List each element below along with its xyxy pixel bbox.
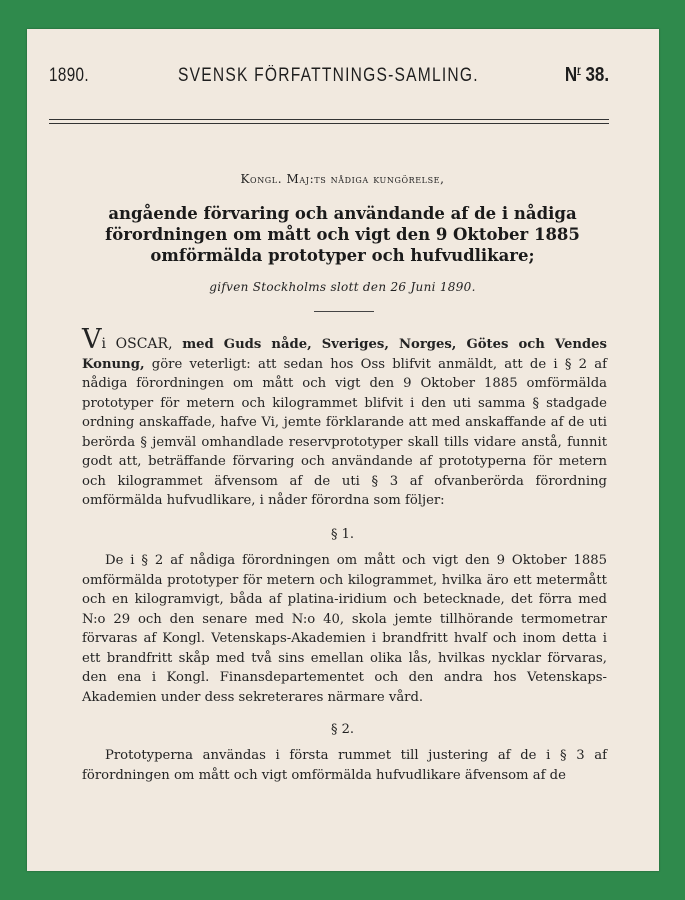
section-1-text: De i § 2 af nådiga förordningen om mått och vigt den 9 Oktober 1885 omförmälda prototyper för metern och kilogrammet, hvilka äro ett metermått och en kilogramvigt, båda af platina-iridium och betecknade, det förra med N:o 29 och den senare med N:o 40, skola jemte tillhörande termometrar förvaras af Kongl. Vetenskaps-Akademien i brandfritt hvalf och inom detta i ett brandfritt skåp med två sins emellan olika lås, hvilkas nycklar förvaras, den ena i Kongl. Finansdepartementet och den andra hos Vetenskaps-Akademien under dess sekreterares närmare vård. <box>82 553 607 705</box>
header-number-value: 38. <box>585 64 609 86</box>
intro-paragraph <box>82 324 607 511</box>
header-number-sup: r <box>576 64 581 77</box>
page-header <box>49 64 609 87</box>
given-line: gifven Stockholms slott den 26 Juni 1890. <box>209 280 476 294</box>
header-rule-top <box>49 119 609 120</box>
king-title: med Guds nåde, Sveriges, Norges, Götes och Vendes Konung, <box>82 337 607 372</box>
section-1-mark: § 1. <box>330 527 355 542</box>
vi-initial: V <box>82 324 102 355</box>
decree-label: Kongl. Maj:ts nådiga kungörelse, <box>240 172 445 186</box>
separator-rule <box>314 311 374 312</box>
header-title: SVENSK FÖRFATTNINGS-SAMLING. <box>177 65 479 86</box>
section-2-mark: § 2. <box>330 722 355 737</box>
intro-text: göre veterligt: att sedan hos Oss blifvit anmäldt, att de i § 2 af nådiga förordningen om mått och vigt den 9 Oktober 1885 omförmälda prototyper för metern och kilogrammet blifvit i den uti samma § stadgade ordning anskaffade, hafve Vi, jemte förklarande att med anskaffande af de uti berörda § jemväl omhandlade reservprototyper skall tills vidare anstå, funnit godt att, beträffande förvaring och användande af prototyperna för metern och kilogrammet äfvensom af de uti § 3 af ofvanberörda förordning omförmälda hufvudlikare, i nåder förordna som följer: <box>82 356 607 508</box>
header-number <box>565 64 609 87</box>
decree-headline: angående förvaring och användande af de i nådiga förordningen om mått och vigt den 9 Oktober 1885 omförmälda prototyper och hufvudlikare; <box>105 204 580 265</box>
king-name: OSCAR, <box>115 336 173 352</box>
header-number-prefix: N <box>564 64 577 86</box>
vi-rest: i <box>101 336 106 352</box>
section-2-text: Prototyperna användas i första rummet till justering af de i § 3 af förordningen om mått och vigt omförmälda hufvudlikare äfvensom af de <box>82 748 607 783</box>
header-rule-bottom <box>49 123 609 124</box>
header-year: 1890. <box>49 65 90 86</box>
